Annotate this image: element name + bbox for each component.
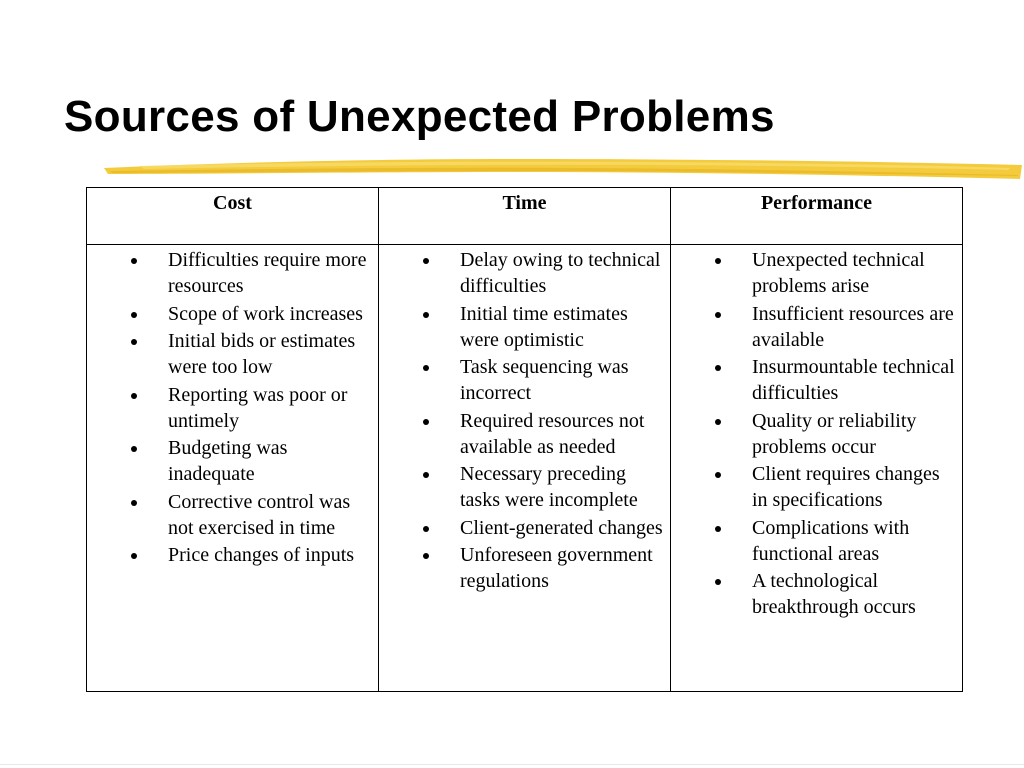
bullet-icon <box>131 258 137 264</box>
bullet-icon <box>423 419 429 425</box>
list-item <box>379 247 666 299</box>
list-item-text: Scope of work increases <box>168 302 363 325</box>
header-cost: Cost <box>87 188 379 245</box>
list-item-text: Initial time estimates were optimistic <box>460 302 628 351</box>
list-item-text: Unexpected technical problems arise <box>752 249 925 297</box>
bullet-icon <box>715 419 721 425</box>
list-item-text: Required resources not available as needed <box>460 409 645 458</box>
bullet-icon <box>131 312 137 318</box>
list-item <box>671 568 958 620</box>
header-performance: Performance <box>671 188 963 245</box>
list-item <box>87 247 374 299</box>
bullet-icon <box>715 472 721 478</box>
bullet-icon <box>131 393 137 399</box>
bullet-icon <box>423 312 429 318</box>
bullet-icon <box>715 365 721 371</box>
list-item <box>87 301 374 327</box>
bullet-icon <box>131 339 137 345</box>
list-item <box>379 461 666 513</box>
list-item <box>87 328 374 380</box>
list-item <box>87 542 374 568</box>
list-item-text: Corrective control was not exercised in time <box>168 490 351 539</box>
time-list <box>379 247 666 594</box>
list-item <box>87 382 374 434</box>
bullet-icon <box>423 553 429 559</box>
problems-table <box>86 187 963 692</box>
cost-list <box>87 247 374 568</box>
list-item <box>379 515 666 541</box>
bullet-icon <box>715 526 721 532</box>
list-item-text: Unforeseen government regulations <box>460 544 653 592</box>
list-item-text: Client-generated changes <box>460 516 663 539</box>
bullet-icon <box>715 579 721 585</box>
list-item-text: Delay owing to technical difficulties <box>460 249 661 297</box>
list-item <box>671 515 958 567</box>
list-item <box>671 461 958 513</box>
list-item-text: Budgeting was inadequate <box>168 437 288 485</box>
bullet-icon <box>423 472 429 478</box>
list-item <box>87 435 374 487</box>
time-cell <box>379 245 671 692</box>
list-item <box>379 408 666 460</box>
list-item-text: Quality or reliability problems occur <box>752 409 917 458</box>
list-item-text: Insufficient resources are available <box>752 302 954 351</box>
list-item <box>671 354 958 406</box>
list-item <box>671 247 958 299</box>
bullet-icon <box>423 526 429 532</box>
list-item-text: Price changes of inputs <box>168 544 355 566</box>
bullet-icon <box>131 446 137 452</box>
list-item-text: Complications with functional areas <box>752 516 910 565</box>
list-item-text: Client requires changes in specifications <box>752 463 940 511</box>
list-item <box>671 301 958 353</box>
list-item-text: A technological breakthrough occurs <box>752 570 916 618</box>
list-item <box>87 489 374 541</box>
bullet-icon <box>131 500 137 506</box>
bullet-icon <box>423 258 429 264</box>
list-item <box>379 301 666 353</box>
list-item-text: Reporting was poor or untimely <box>168 383 348 432</box>
slide-title: Sources of Unexpected Problems <box>64 92 775 141</box>
bullet-icon <box>715 258 721 264</box>
list-item-text: Task sequencing was incorrect <box>460 356 629 404</box>
title-brush-underline <box>100 150 1024 186</box>
bullet-icon <box>131 553 137 559</box>
header-time: Time <box>379 188 671 245</box>
list-item <box>379 354 666 406</box>
bullet-icon <box>715 312 721 318</box>
list-item-text: Difficulties require more resources <box>168 249 367 297</box>
list-item-text: Insurmountable technical difficulties <box>752 356 955 404</box>
performance-cell <box>671 245 963 692</box>
cost-cell <box>87 245 379 692</box>
list-item <box>379 542 666 594</box>
bullet-icon <box>423 365 429 371</box>
list-item-text: Necessary preceding tasks were incomplete <box>460 463 638 511</box>
list-item <box>671 408 958 460</box>
performance-list <box>671 247 958 620</box>
list-item-text: Initial bids or estimates were too low <box>168 330 356 378</box>
table-header-row <box>87 188 963 245</box>
footer-divider <box>0 764 1024 765</box>
table-body-row <box>87 245 963 692</box>
